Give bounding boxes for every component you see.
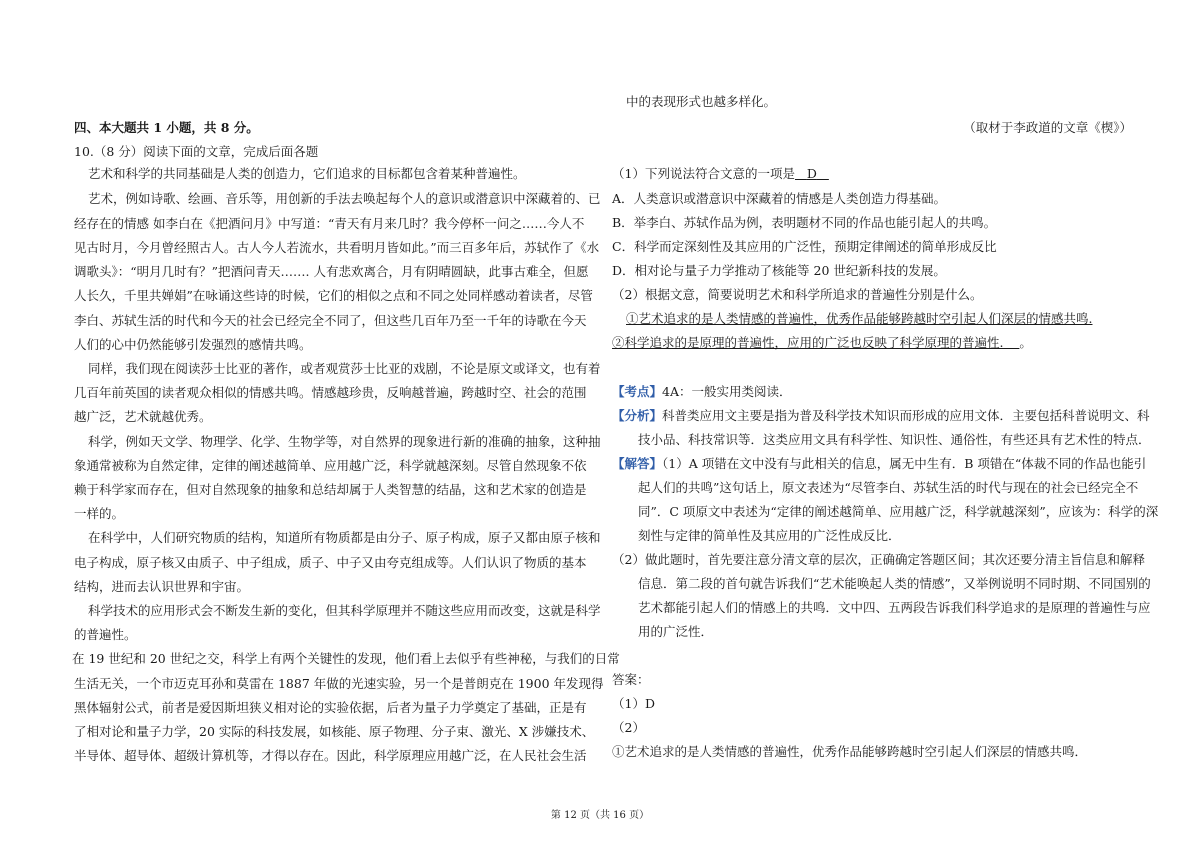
jieda-line: 同”．C 项原文中表述为“定律的阐述越简单、应用越广泛，科学就越深刻”，应该为：科学的深 [638, 504, 1159, 519]
kaodian-tag: 【考点】 [612, 384, 663, 399]
jieda-line: 刻性与定律的简单性及其应用的广泛性成反比． [638, 528, 901, 543]
q2-answer-2-line [612, 331, 1032, 355]
jieda2-line: （2）做此题时，首先要注意分清文章的层次，正确确定答题区间；其次还要分清主旨信息和解释 [612, 552, 1145, 567]
passage-line: 在科学中，人们研究物质的结构，知道所有物质都是由分子、原子构成，原子又都由原子核和 [88, 530, 601, 545]
passage-line: 赖于科学家而存在，但对自然现象的抽象和总结却属于人类智慧的结晶，这和艺术家的创造是 [74, 482, 587, 497]
fenxi-tag: 【分析】 [612, 408, 663, 423]
passage-line: 电子构成，原子核又由质子、中子组成，质子、中子又由夸克组成等。人们认识了物质的基本 [74, 555, 587, 570]
passage-line: 越广泛，艺术就越优秀。 [74, 409, 212, 424]
passage-end: 中的表现形式也越多样化。 [626, 94, 777, 109]
passage-line: 调歌头》：“明月几时有？”把酒问青天……. 人有悲欢离合，月有阴晴圆缺，此事古难全，但愿 [74, 264, 589, 279]
jieda2-line: 用的广泛性． [638, 624, 714, 639]
q1-option-d: D．相对论与量子力学推动了核能等 20 世纪新科技的发展。 [612, 263, 946, 278]
passage-line: 半导体、超导体、超级计算机等，才得以存在。因此，科学原理应用越广泛，在人民社会生活 [74, 748, 587, 763]
q1-answer-blank [795, 166, 829, 181]
answer-1: （1）D [612, 696, 655, 711]
q2-answer-2 [612, 335, 1019, 350]
source-citation: （取材于李政道的文章《楔》） [963, 120, 1132, 135]
q1-option-c: C．科学而定深刻性及其应用的广泛性，预期定律阐述的简单形成反比 [612, 239, 997, 254]
q1-stem-text: （1）下列说法符合文意的一项是 [612, 166, 795, 181]
q1-answer-letter: D [806, 166, 817, 181]
section-title: 四、本大题共 1 小题，共 8 分。 [74, 120, 259, 135]
q2-answer-2-text: ②科学追求的是原理的普遍性，应用的广泛也反映了科学原理的普遍性. [612, 335, 1004, 350]
q1-stem [612, 162, 829, 186]
passage-line: 的普遍性。 [74, 627, 137, 642]
passage-line: 人们的心中仍然能够引发强烈的感情共鸣。 [74, 337, 312, 352]
page-footer: 第 12 页（共 16 页） [550, 810, 650, 821]
jieda [612, 452, 1146, 476]
passage-line: 了相对论和量子力学，20 实际的科技发展，如核能、原子物理、分子束、激光、X 涉嫌技术、 [74, 724, 595, 739]
fenxi [612, 404, 1150, 428]
fenxi-line: 技小品、科技常识等．这类应用文具有科学性、知识性、通俗性，有些还具有艺术性的特点． [638, 432, 1151, 447]
q2-answer-1: ①艺术追求的是人类情感的普遍性，优秀作品能够跨越时空引起人们深层的情感共鸣. [626, 311, 1093, 326]
passage-line: 生活无关，一个市迈克耳孙和莫雷在 1887 年做的光速实验，另一个是普朗克在 1900 年发现得 [74, 676, 604, 691]
passage-line: 一样的。 [74, 506, 125, 521]
passage-line: 艺术，例如诗歌、绘画、音乐等，用创新的手法去唤起每个人的意识或潜意识中深藏着的、已 [88, 191, 601, 206]
q2-answer-2-end: 。 [1019, 335, 1032, 350]
jieda2-line: 艺术都能引起人们的情感上的共鸣．文中四、五两段告诉我们科学追求的是原理的普遍性与应 [638, 600, 1151, 615]
passage-line: 同样，我们现在阅读莎士比亚的著作，或者观赏莎士比亚的戏剧，不论是原文或译文，也有着 [88, 361, 601, 376]
passage-line: 象通常被称为自然定律，定律的阐述越简单、应用越广泛，科学就越深刻。尽管自然现象不依 [74, 458, 587, 473]
passage-line: 在 19 世纪和 20 世纪之交，科学上有两个关键性的发现，他们看上去似乎有些神秘，与我们的日常 [72, 651, 620, 666]
q2-stem: （2）根据文意，简要说明艺术和科学所追求的普遍性分别是什么。 [612, 287, 983, 302]
passage-line: 经存在的情感 如李白在《把酒问月》中写道：“青天有月来几时？我今停杯一问之……今人不 [74, 216, 585, 231]
jieda-tag: 【解答】 [612, 456, 663, 471]
q1-option-b: B．举李白、苏轼作品为例，表明题材不同的作品也能引起人的共鸣。 [612, 215, 997, 230]
q1-option-a: A．人类意识或潜意识中深藏着的情感是人类创造力得基础。 [612, 191, 947, 206]
kaodian-text: 4A：一般实用类阅读． [662, 384, 792, 399]
kaodian [612, 380, 792, 404]
passage-line: 几百年前英国的读者观众相似的情感共鸣。情感越珍贵，反响越普遍，跨越时空、社会的范围 [74, 385, 587, 400]
jieda-line: （1）A 项错在文中没有与此相关的信息，属无中生有．B 项错在“体裁不同的作品也能引 [662, 456, 1147, 471]
passage-line: 见古时月，今月曾经照古人。古人今人若流水，共看明月皆如此。”而三百多年后，苏轼作了《水 [74, 240, 600, 255]
jieda2-line: 信息．第二段的首句就告诉我们“艺术能唤起人类的情感”，又举例说明不同时期、不同国别的 [638, 576, 1151, 591]
passage-line: 艺术和科学的共同基础是人类的创造力，它们追求的目标都包含着某种普遍性。 [88, 166, 526, 181]
question-header: 10.（8 分）阅读下面的文章，完成后面各题 [74, 144, 319, 159]
passage-line: 科学技术的应用形式会不断发生新的变化，但其科学原理并不随这些应用而改变，这就是科学 [88, 603, 601, 618]
jieda-line: 起人们的共鸣”这句话上，原文表述为“尽管李白、苏轼生活的时代与现在的社会已经完全不 [638, 480, 1139, 495]
passage-line: 人长久，千里共婵娟”在咏诵这些诗的时候，它们的相似之点和不同之处同样感动着读者，尽管 [74, 288, 593, 303]
answer-2-text: ①艺术追求的是人类情感的普遍性，优秀作品能够跨越时空引起人们深层的情感共鸣． [612, 744, 1088, 759]
answer-label: 答案： [612, 672, 650, 687]
fenxi-line: 科普类应用文主要是指为普及科学技术知识而形成的应用文体．主要包括科普说明文、科 [662, 408, 1150, 423]
passage-line: 李白、苏轼生活的时代和今天的社会已经完全不同了，但这些几百年乃至一千年的诗歌在今天 [74, 313, 587, 328]
passage-line: 结构，进而去认识世界和宇宙。 [74, 579, 250, 594]
passage-line: 科学，例如天文学、物理学、化学、生物学等，对自然界的现象进行新的准确的抽象，这种抽 [88, 434, 601, 449]
passage-line: 黑体辐射公式，前者是爱因斯坦狭义相对论的实验依据，后者为量子力学奠定了基础，正是有 [74, 700, 587, 715]
answer-2: （2） [612, 720, 645, 735]
